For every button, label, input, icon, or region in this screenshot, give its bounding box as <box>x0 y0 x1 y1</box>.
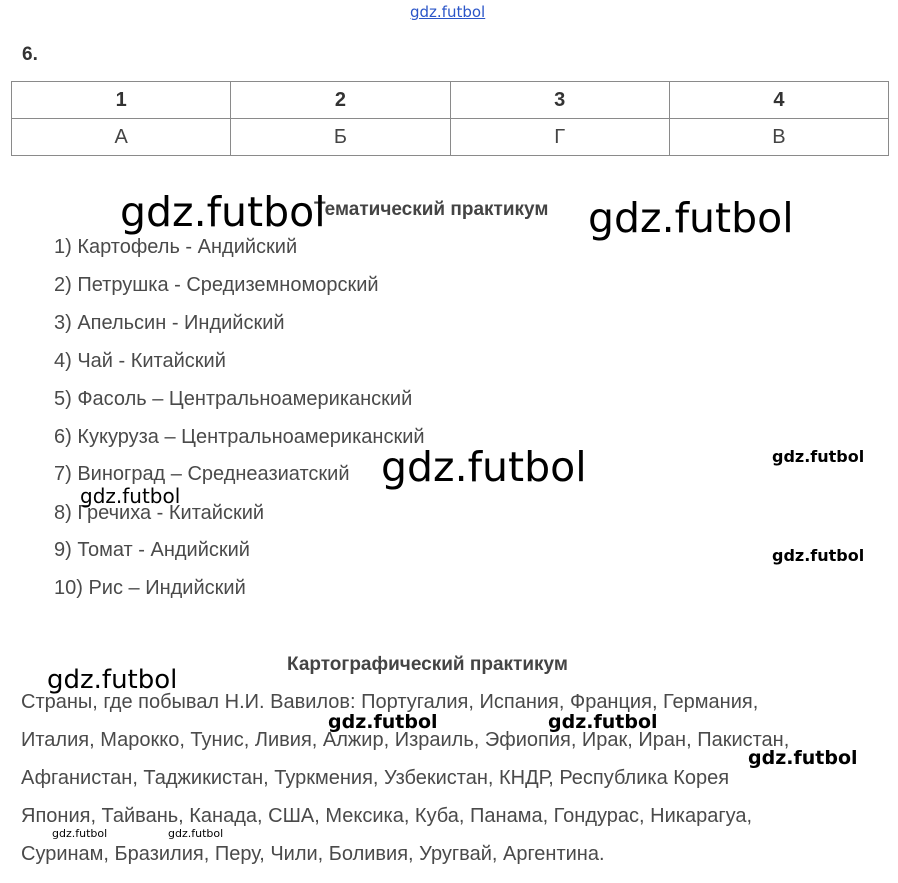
list-item: 2) Петрушка - Средиземноморский <box>54 274 379 296</box>
list-item: 3) Апельсин - Индийский <box>54 312 285 334</box>
list-item: 5) Фасоль – Центральноамериканский <box>54 388 413 410</box>
answer-table-answer-row <box>12 119 889 156</box>
watermark: gdz.futbol <box>120 188 326 236</box>
paragraph-line: Япония, Тайвань, Канада, США, Мексика, Куба, Панама, Гондурас, Никарагуа, <box>21 805 753 827</box>
thematic-heading: Тематический практикум <box>314 199 549 220</box>
list-item: 10) Рис – Индийский <box>54 577 246 599</box>
task-number: 6. <box>22 44 38 65</box>
list-item: 1) Картофель - Андийский <box>54 236 298 258</box>
watermark: gdz.futbol <box>772 447 865 466</box>
answer-table-answer-cell: В <box>669 119 888 156</box>
watermark: gdz.futbol <box>381 443 587 491</box>
list-item: 4) Чай - Китайский <box>54 350 226 372</box>
watermark: gdz.futbol <box>748 747 858 769</box>
paragraph-line: Афганистан, Таджикистан, Туркмения, Узбекистан, КНДР, Республика Корея <box>21 767 730 789</box>
watermark: gdz.futbol <box>52 827 108 840</box>
answer-table-header-cell: 1 <box>12 82 231 119</box>
watermark: gdz.futbol <box>772 546 865 565</box>
answer-table-header-row <box>12 82 889 119</box>
watermark: gdz.futbol <box>80 484 181 508</box>
paragraph-line: Италия, Марокко, Тунис, Ливия, Алжир, Израиль, Эфиопия, Ирак, Иран, Пакистан, <box>21 729 790 751</box>
watermark: gdz.futbol <box>548 711 658 733</box>
answer-table-answer-cell: Г <box>450 119 669 156</box>
list-item: 7) Виноград – Среднеазиатский <box>54 463 350 485</box>
watermark: gdz.futbol <box>328 711 438 733</box>
answer-table-header-cell: 3 <box>450 82 669 119</box>
paragraph-line: Суринам, Бразилия, Перу, Чили, Боливия, Уругвай, Аргентина. <box>21 843 605 865</box>
watermark-top-link[interactable]: gdz.futbol <box>410 3 486 21</box>
answer-table-header-cell: 4 <box>669 82 888 119</box>
list-item: 8) Гречиха - Китайский <box>54 502 265 524</box>
cartographic-heading: Картографический практикум <box>287 654 568 675</box>
answer-table-answer-cell: Б <box>231 119 450 156</box>
list-item: 9) Томат - Андийский <box>54 539 250 561</box>
paragraph-line: Страны, где побывал Н.И. Вавилов: Португалия, Испания, Франция, Германия, <box>21 691 759 713</box>
watermark: gdz.futbol <box>47 665 178 695</box>
answer-table <box>11 81 889 156</box>
watermark: gdz.futbol <box>168 827 224 840</box>
answer-table-answer-cell: А <box>12 119 231 156</box>
answer-table-header-cell: 2 <box>231 82 450 119</box>
list-item: 6) Кукуруза – Центральноамериканский <box>54 426 425 448</box>
watermark: gdz.futbol <box>588 194 794 242</box>
